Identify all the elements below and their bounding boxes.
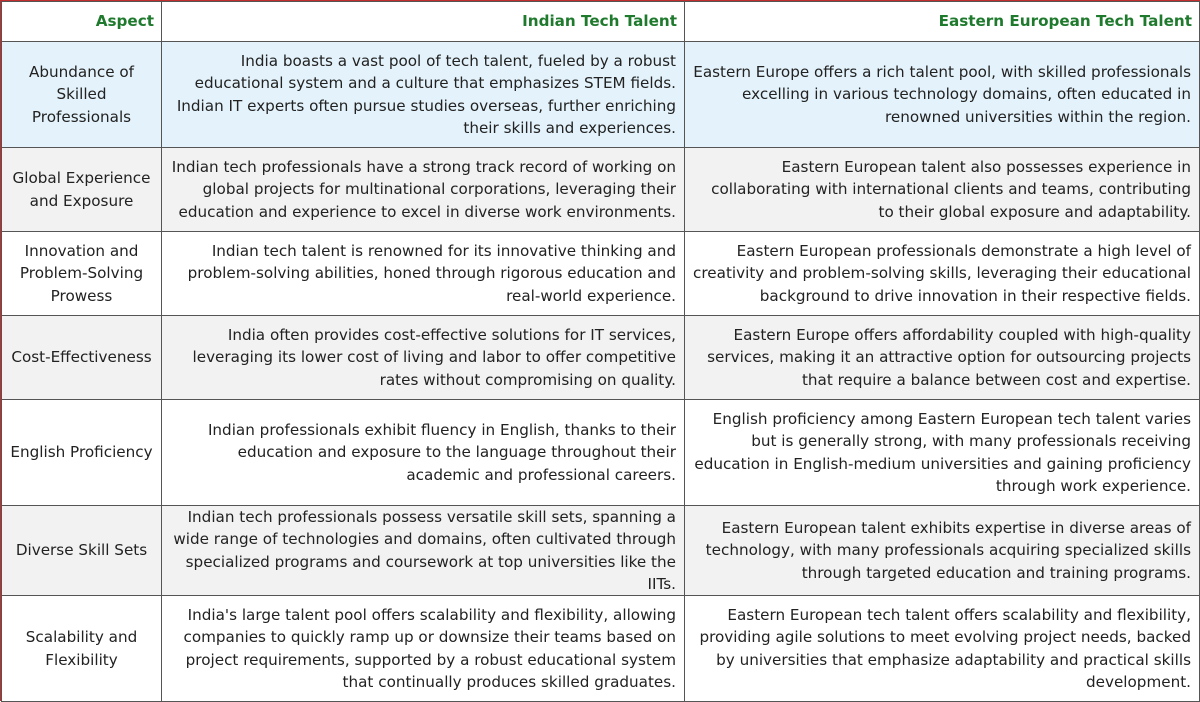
comparison-table	[1, 1, 1200, 702]
indian-cell: Indian professionals exhibit fluency in English, thanks to their education and exposure to the language throughout their academic and professional careers.	[162, 400, 685, 506]
aspect-cell: Abundance of Skilled Professionals	[2, 42, 162, 148]
aspect-cell: Cost-Effectiveness	[2, 316, 162, 400]
indian-cell: India often provides cost-effective solutions for IT services, leveraging its lower cost of living and labor to offer competitive rates without compromising on quality.	[162, 316, 685, 400]
aspect-cell: English Proficiency	[2, 400, 162, 506]
table-row	[2, 506, 1200, 596]
aspect-cell: Innovation and Problem-Solving Prowess	[2, 232, 162, 316]
table-row	[2, 148, 1200, 232]
aspect-cell: Global Experience and Exposure	[2, 148, 162, 232]
eastern-cell: Eastern European talent exhibits expertise in diverse areas of technology, with many professionals acquiring specialized skills through targeted education and training programs.	[685, 506, 1200, 596]
table-row	[2, 42, 1200, 148]
eastern-cell: Eastern European tech talent offers scalability and flexibility, providing agile solutions to meet evolving project needs, backed by universities that emphasize adaptability and practical skills development.	[685, 596, 1200, 702]
eastern-cell: Eastern European professionals demonstrate a high level of creativity and problem-solving skills, leveraging their educational background to drive innovation in their respective fields.	[685, 232, 1200, 316]
eastern-cell: Eastern Europe offers a rich talent pool, with skilled professionals excelling in various technology domains, often educated in renowned universities within the region.	[685, 42, 1200, 148]
table-header-row	[2, 2, 1200, 42]
table-row	[2, 596, 1200, 702]
aspect-cell: Diverse Skill Sets	[2, 506, 162, 596]
indian-cell: India's large talent pool offers scalability and flexibility, allowing companies to quickly ramp up or downsize their teams based on project requirements, supported by a robust educational system that continually produces skilled graduates.	[162, 596, 685, 702]
indian-cell: India boasts a vast pool of tech talent, fueled by a robust educational system and a culture that emphasizes STEM fields. Indian IT experts often pursue studies overseas, further enriching their skills and experiences.	[162, 42, 685, 148]
table-row	[2, 232, 1200, 316]
header-indian-tech-talent: Indian Tech Talent	[162, 2, 685, 42]
table-row	[2, 316, 1200, 400]
aspect-cell: Scalability and Flexibility	[2, 596, 162, 702]
table-row	[2, 400, 1200, 506]
header-aspect: Aspect	[2, 2, 162, 42]
header-eastern-european-tech-talent: Eastern European Tech Talent	[685, 2, 1200, 42]
indian-cell: Indian tech talent is renowned for its innovative thinking and problem-solving abilities, honed through rigorous education and real-world experience.	[162, 232, 685, 316]
eastern-cell: Eastern European talent also possesses experience in collaborating with international clients and teams, contributing to their global exposure and adaptability.	[685, 148, 1200, 232]
indian-cell: Indian tech professionals possess versatile skill sets, spanning a wide range of technologies and domains, often cultivated through specialized programs and coursework at top universities like the IITs.	[162, 506, 685, 596]
eastern-cell: English proficiency among Eastern European tech talent varies but is generally strong, with many professionals receiving education in English-medium universities and gaining proficiency through work experience.	[685, 400, 1200, 506]
indian-cell: Indian tech professionals have a strong track record of working on global projects for multinational corporations, leveraging their education and experience to excel in diverse work environments.	[162, 148, 685, 232]
eastern-cell: Eastern Europe offers affordability coupled with high-quality services, making it an attractive option for outsourcing projects that require a balance between cost and expertise.	[685, 316, 1200, 400]
